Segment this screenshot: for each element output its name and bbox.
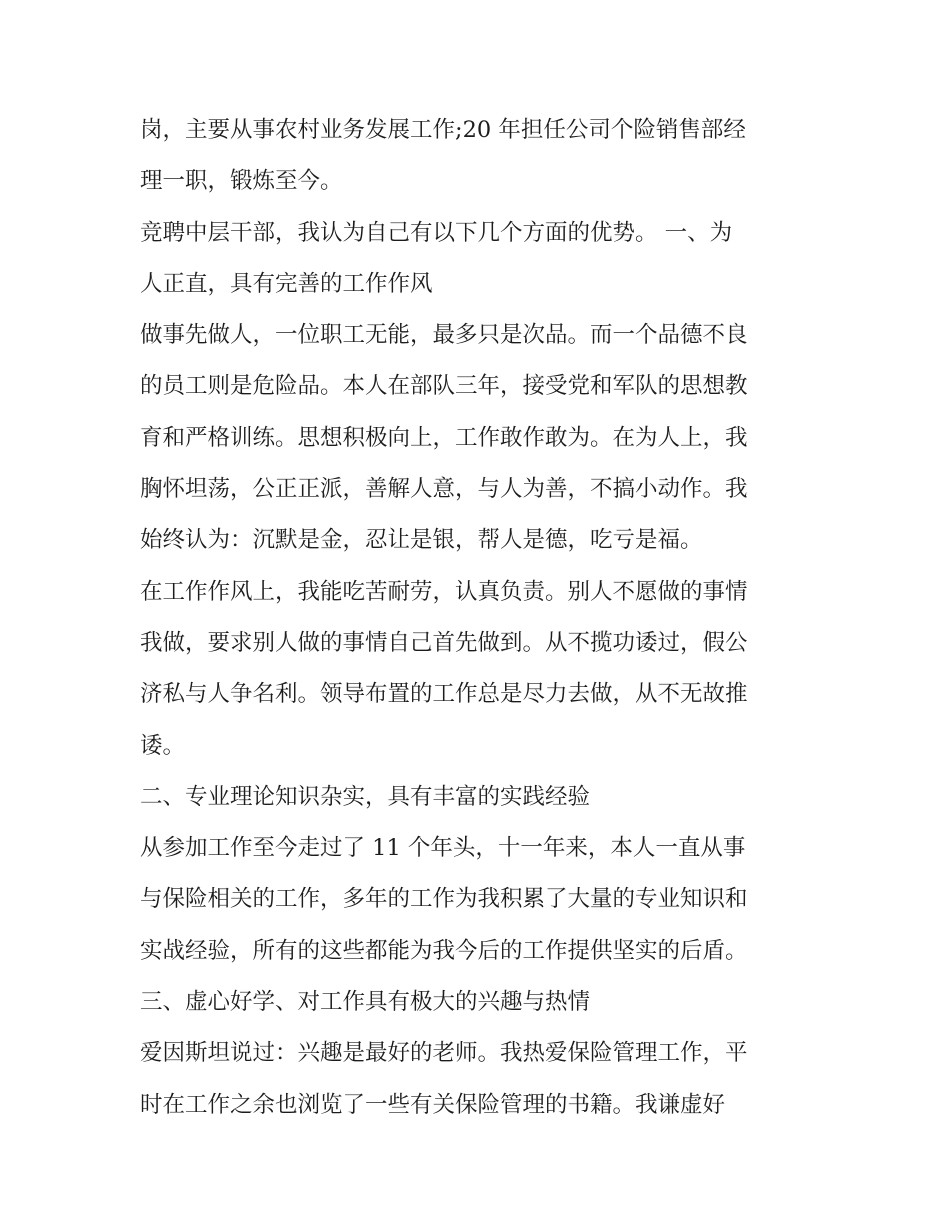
text-line: 济私与人争名利。领导布置的工作总是尽力去做，从不无故推: [140, 681, 748, 708]
text-line: 我做，要求别人做的事情自己首先做到。从不揽功诿过，假公: [140, 629, 748, 656]
text-line: 诿。: [140, 732, 186, 759]
text-line: 竞聘中层干部，我认为自己有以下几个方面的优势。 一、为: [140, 219, 733, 246]
section-heading: 三、虚心好学、对工作具有极大的兴趣与热情: [140, 989, 591, 1016]
text-line: 时在工作之余也浏览了一些有关保险管理的书籍。我谦虚好: [140, 1091, 726, 1118]
text-line: 育和严格训练。思想积极向上，工作敢作敢为。在为人上，我: [140, 424, 748, 451]
text-line: 在工作作风上，我能吃苦耐劳，认真负责。别人不愿做的事情: [140, 578, 748, 605]
text-line: 人正直，具有完善的工作作风: [140, 270, 433, 297]
text-line: 实战经验，所有的这些都能为我今后的工作提供坚实的后盾。: [140, 937, 748, 964]
section-heading: 二、专业理论知识杂实，具有丰富的实践经验: [140, 783, 591, 810]
text-line: 始终认为：沉默是金，忍让是银，帮人是德，吃亏是福。: [140, 527, 703, 554]
text-line: 的员工则是危险品。本人在部队三年，接受党和军队的思想教: [140, 373, 748, 400]
text-line: 从参加工作至今走过了 11 个年头，十一年来，本人一直从事: [140, 835, 746, 862]
text-line: 岗，主要从事农村业务发展工作;20 年担任公司个险销售部经: [140, 117, 746, 143]
text-line: 理一职，锻炼至今。: [140, 168, 343, 195]
document-body: [140, 105, 820, 1131]
text-line: 爱因斯坦说过：兴趣是最好的老师。我热爱保险管理工作，平: [140, 1040, 748, 1067]
text-line: 胸怀坦荡，公正正派，善解人意，与人为善，不搞小动作。我: [140, 476, 748, 503]
text-line: 与保险相关的工作，多年的工作为我积累了大量的专业知识和: [140, 886, 748, 913]
text-line: 做事先做人，一位职工无能，最多只是次品。而一个品德不良: [140, 322, 748, 349]
